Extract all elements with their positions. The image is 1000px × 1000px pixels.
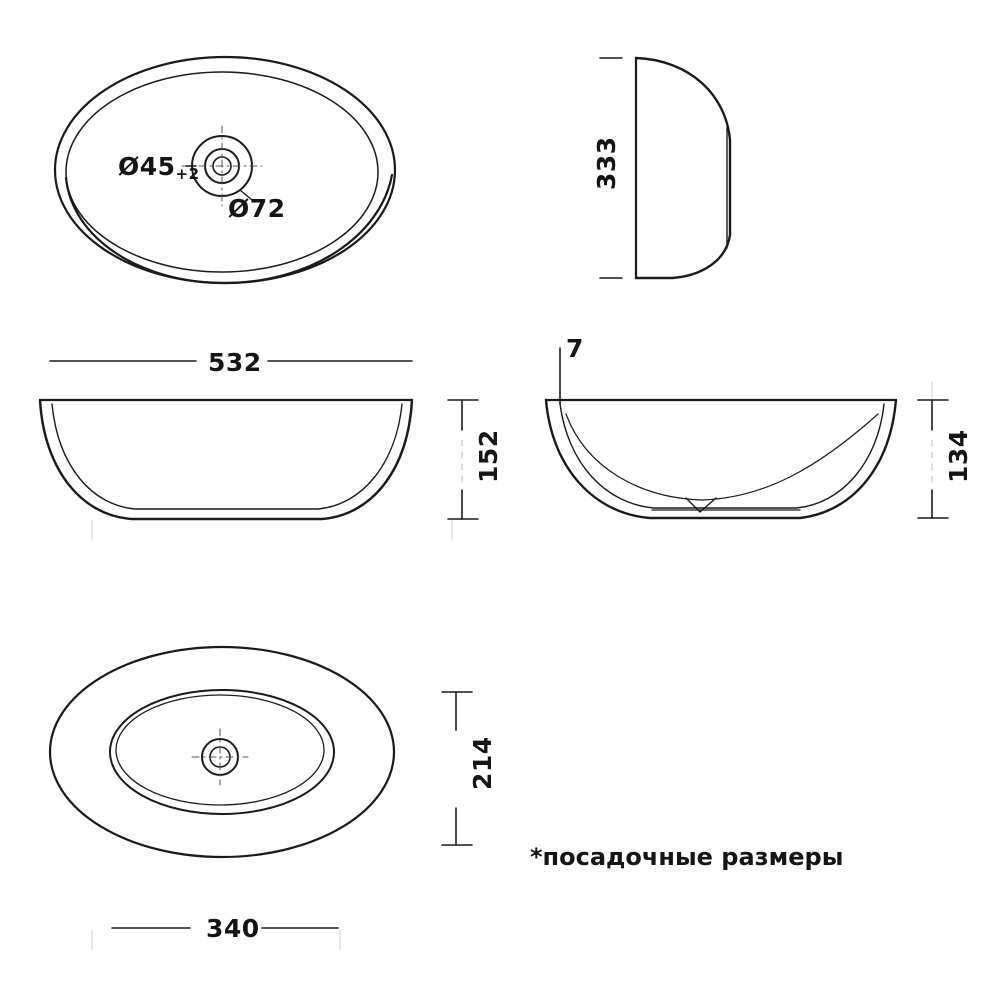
side-section-view [546,400,896,518]
dim-height-profile: 333 [592,136,621,190]
dim-height-front: 152 [474,429,503,483]
side-profile-view [636,58,730,278]
top-view-bowl [55,57,395,283]
dim-wall-thickness: 7 [566,334,584,363]
dim-width-total: 532 [208,348,262,377]
dim-height-section: 134 [944,429,973,483]
dim-depth-mount: 214 [468,736,497,790]
footnote-mounting-dimensions: *посадочные размеры [530,843,844,871]
bottom-view [50,647,394,857]
dim-drain-inner-tolerance: +2 [175,165,200,183]
front-section-view [40,400,412,519]
dim-drain-inner: Ø45+2 [118,152,200,183]
dim-depth-total: 340 [206,914,260,943]
dim-drain-outer: Ø72 [228,194,286,223]
